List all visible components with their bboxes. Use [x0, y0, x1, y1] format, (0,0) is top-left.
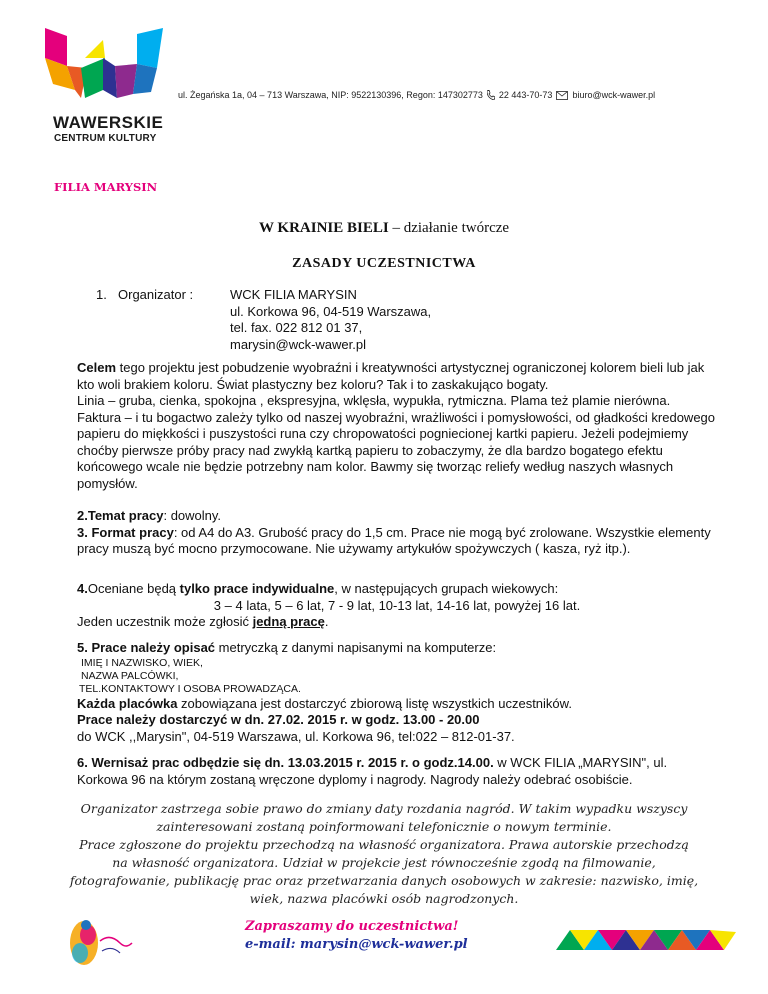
- rule5-text-3: do WCK ,,Marysin", 04-519 Warszawa, ul. Korkowa 96, tel:022 – 812-01-37.: [77, 728, 515, 744]
- rule5-item-3: TEL.KONTAKTOWY I OSOBA PROWADZĄCA.: [79, 682, 301, 695]
- decorative-triangles-icon: [556, 922, 736, 950]
- organizer-number: 1.: [96, 287, 107, 302]
- wck-logo-icon: [45, 28, 175, 113]
- rule5-text-2: zobowiązana jest dostarczyć zbiorową listę wszystkich uczestników.: [177, 695, 572, 711]
- organizer-name: WCK FILIA MARYSIN: [230, 287, 357, 302]
- footer-line-3: Prace zgłoszone do projektu przechodzą na własność organizatora. Prawa autorskie przechodzą: [79, 837, 689, 852]
- phone-icon: [487, 90, 495, 100]
- rule-5: [77, 640, 717, 745]
- invitation-line: Zapraszamy do uczestnictwa!: [245, 919, 459, 934]
- organizer-block: [96, 287, 431, 353]
- organizer-label: Organizator :: [118, 287, 194, 302]
- logo-shape: [85, 40, 105, 58]
- header-contact: [178, 90, 655, 100]
- document-title: [0, 220, 768, 237]
- logo-shape: [103, 58, 117, 98]
- rule2-text: : dowolny.: [163, 508, 222, 523]
- rule4-bold-2: jedną pracę: [252, 614, 325, 629]
- rule2-bold: 2.Temat pracy: [77, 508, 164, 523]
- goal-text-2: Linia – gruba, cienka, spokojna , ekspresyjna, wklęsła, wypukła, rytmiczna. Plama też plamie nierówna.: [77, 393, 671, 408]
- logo-shape: [81, 58, 105, 98]
- header-address: ul. Żegańska 1a, 04 – 713 Warszawa, NIP: 9522130396, Regon: 147302773: [178, 90, 483, 100]
- rule5-item-1: IMIĘ I NAZWISKO, WIEK,: [81, 656, 203, 669]
- rule4-text-4: .: [324, 614, 329, 629]
- invitation-email[interactable]: e-mail: marysin@wck-wawer.pl: [245, 937, 468, 952]
- rule4-num: 4.: [77, 581, 88, 596]
- rule-4: [77, 581, 717, 631]
- rule5-bold-2: Każda placówka: [77, 695, 178, 711]
- rule6-bold: 6. Wernisaż prac odbędzie się dn. 13.03.2015 r. 2015 r. o godz.14.00.: [77, 755, 494, 770]
- title-bold: W KRAINIE BIELI: [258, 220, 389, 236]
- logo-shape: [137, 28, 163, 68]
- footer-line-2: zainteresowani zostaną poinformowani telefonicznie o nowym terminie.: [156, 819, 612, 834]
- footer-line-5: fotografowanie, publikację prac oraz przetwarzania danych osobowych w zakresie: nazwisko, imię,: [69, 873, 699, 888]
- rule6-text: w WCK FILIA „MARYSIN", ul. Korkowa 96 na którym zostaną wręczone dyplomy i nagrody. Nagrody należy odebrać osobiście.: [77, 755, 668, 787]
- kids-logo-icon: [66, 913, 136, 973]
- footer-notice: [30, 800, 738, 908]
- rule4-ages: 3 – 4 lata, 5 – 6 lat, 7 - 9 lat, 10-13 lat, 14-16 lat, powyżej 16 lat.: [213, 597, 581, 613]
- goal-bold: Celem: [77, 360, 117, 375]
- branch-name: FILIA MARYSIN: [54, 180, 158, 194]
- goal-paragraph: [77, 360, 717, 492]
- rule5-bold-1: 5. Prace należy opisać: [77, 640, 216, 655]
- rule4-text-3: Jeden uczestnik może zgłosić: [77, 614, 253, 629]
- goal-text-1: tego projektu jest pobudzenie wyobraźni i kreatywności artystycznej ograniczonej kolorem bieli lub jak kto woli brakiem koloru. Świat plastyczny bez koloru? Tak i to zaskakująco bogaty.: [77, 360, 705, 392]
- organizer-phone: tel. fax. 022 812 01 37,: [230, 320, 363, 335]
- rule4-text-1: Oceniane będą: [87, 581, 180, 596]
- footer-line-4: na własność organizatora. Udział w projekcie jest równocześnie zgodą na filmowanie,: [112, 855, 656, 870]
- logo-shape: [133, 64, 157, 94]
- header-phone: 22 443-70-73: [498, 90, 553, 100]
- footer-line-1: Organizator zastrzega sobie prawo do zmiany daty rozdania nagród. W takim wypadku wszyscy: [80, 801, 688, 816]
- title-rest: – działanie twórcze: [388, 220, 510, 236]
- rule5-text-1: metryczką z danymi napisanymi na komputerze:: [215, 640, 497, 655]
- rule3-bold: 3. Format pracy: [77, 524, 174, 540]
- rule3-text: : od A4 do A3. Grubość pracy do 1,5 cm. Prace nie mogą być zrolowane. Wszystkie elementy pracy muszą być mocno przymocowane. Nie używamy artykułów spożywczych ( kasza, ryż itp.).: [77, 524, 711, 556]
- document-subtitle: ZASADY UCZESTNICTWA: [292, 256, 476, 271]
- footer-line-6: wiek, nazwa placówki osób nagrodzonych.: [249, 891, 519, 906]
- envelope-icon: [556, 91, 568, 100]
- rule5-bold-3: Prace należy dostarczyć w dn. 27.02. 2015 r. w godz. 13.00 - 20.00: [77, 712, 480, 727]
- brand-name: WAWERSKIE: [53, 113, 164, 132]
- rule5-item-2: NAZWA PALCÓWKI,: [81, 669, 179, 682]
- organizer-address: ul. Korkowa 96, 04-519 Warszawa,: [230, 303, 432, 319]
- goal-text-3: Faktura – i tu bogactwo zależy tylko od naszej wyobraźni, wrażliwości i pomysłowości, od gładkości kredowego papieru do miękkości i puszystości runa czy chropowatości pogniecionej kartki papieru. Jeżeli podejmiemy choćby pierwsze próby pracy nad zwykłą kartką papieru to zobaczymy, że dla bardzo bogatego efektu końcowego wcale nie będzie potrzebny nam kolor. Bawmy się tworząc reliefy według naszych własnych pomysłów.: [77, 409, 716, 491]
- rule-6: [77, 755, 717, 788]
- rule4-bold-1: tylko prace indywidualne: [179, 581, 335, 596]
- invitation: [245, 918, 468, 954]
- organizer-email[interactable]: marysin@wck-wawer.pl: [230, 336, 366, 352]
- brand-subname: CENTRUM KULTURY: [54, 133, 157, 144]
- header-email[interactable]: biuro@wck-wawer.pl: [572, 90, 656, 100]
- rules-2-3: [77, 508, 717, 558]
- rule4-text-2: , w następujących grupach wiekowych:: [334, 581, 559, 596]
